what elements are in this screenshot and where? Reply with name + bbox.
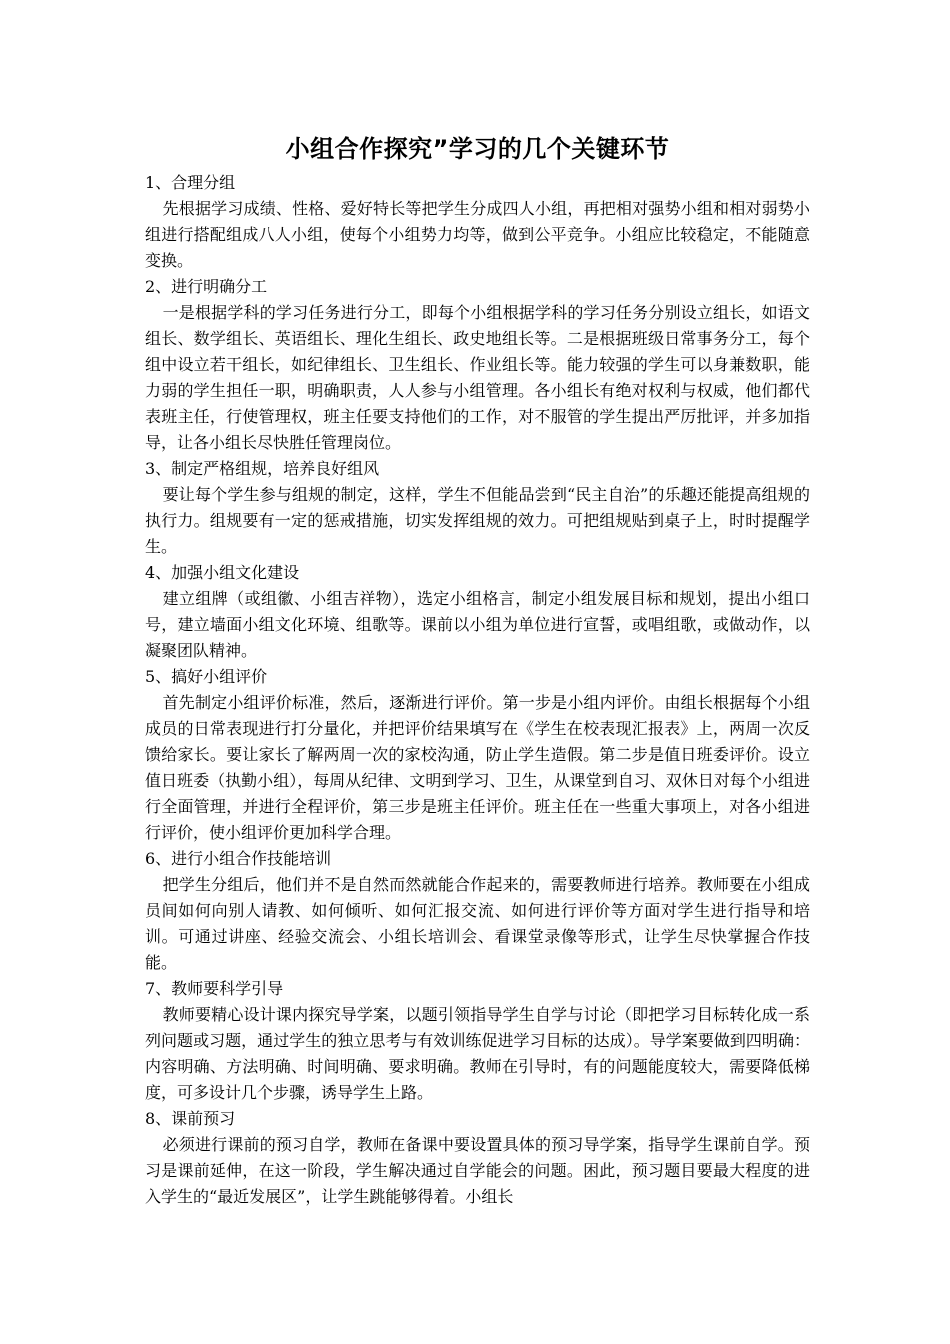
section-7 — [145, 976, 810, 1106]
section-3 — [145, 456, 810, 560]
section-5 — [145, 664, 810, 846]
section-paragraph: 首先制定小组评价标准，然后，逐渐进行评价。第一步是小组内评价。由组长根据每个小组成员的日常表现进行打分量化，并把评价结果填写在《学生在校表现汇报表》上，两周一次反馈给家长。要让家长了解两周一次的家校沟通，防止学生造假。第二步是值日班委评价。设立值日班委（执勤小组），每周从纪律、文明到学习、卫生，从课堂到自习、双休日对每个小组进行全面管理，并进行全程评价，第三步是班主任评价。班主任在一些重大事项上，对各小组进行评价，使小组评价更加科学合理。 — [145, 693, 810, 842]
section-heading: 4、加强小组文化建设 — [145, 563, 300, 582]
section-1 — [145, 170, 810, 274]
document-title: 小组合作探究”学习的几个关键环节 — [285, 135, 670, 163]
section-heading: 5、搞好小组评价 — [145, 667, 268, 686]
document-page — [145, 130, 810, 1210]
section-paragraph: 一是根据学科的学习任务进行分工，即每个小组根据学科的学习任务分别设立组长，如语文组长、数学组长、英语组长、理化生组长、政史地组长等。二是根据班级日常事务分工，每个组中设立若干组长，如纪律组长、卫生组长、作业组长等。能力较强的学生可以身兼数职，能力弱的学生担任一职，明确职责，人人参与小组管理。各小组长有绝对权利与权威，他们都代表班主任，行使管理权，班主任要支持他们的工作，对不服管的学生提出严厉批评，并多加指导，让各小组长尽快胜任管理岗位。 — [145, 303, 810, 452]
section-8 — [145, 1106, 810, 1210]
section-paragraph: 教师要精心设计课内探究导学案，以题引领指导学生自学与讨论（即把学习目标转化成一系列问题或习题，通过学生的独立思考与有效训练促进学习目标的达成）。导学案要做到四明确：内容明确、方法明确、时间明确、要求明确。教师在引导时，有的问题能度较大，需要降低梯度，可多设计几个步骤，诱导学生上路。 — [145, 1005, 810, 1102]
section-heading: 8、课前预习 — [145, 1109, 236, 1128]
section-6 — [145, 846, 810, 976]
section-heading: 2、进行明确分工 — [145, 277, 268, 296]
section-2 — [145, 274, 810, 456]
section-paragraph: 要让每个学生参与组规的制定，这样，学生不但能品尝到“民主自治”的乐趣还能提高组规的执行力。组规要有一定的惩戒措施，切实发挥组规的效力。可把组规贴到桌子上，时时提醒学生。 — [145, 485, 810, 556]
section-paragraph: 必须进行课前的预习自学，教师在备课中要设置具体的预习导学案，指导学生课前自学。预习是课前延伸，在这一阶段，学生解决通过自学能会的问题。困此，预习题目要最大程度的进入学生的“最近发展区”，让学生跳能够得着。小组长 — [145, 1135, 810, 1206]
section-heading: 1、合理分组 — [145, 173, 236, 192]
section-paragraph: 建立组牌（或组徽、小组吉祥物），选定小组格言，制定小组发展目标和规划，提出小组口号，建立墙面小组文化环境、组歌等。课前以小组为单位进行宣誓，或唱组歌，或做动作，以凝聚团队精神。 — [145, 589, 810, 660]
section-paragraph: 把学生分组后，他们并不是自然而然就能合作起来的，需要教师进行培养。教师要在小组成员间如何向别人请教、如何倾听、如何汇报交流、如何进行评价等方面对学生进行指导和培训。可通过讲座、经验交流会、小组长培训会、看课堂录像等形式，让学生尽快掌握合作技能。 — [145, 875, 810, 972]
section-heading: 7、教师要科学引导 — [145, 979, 284, 998]
section-heading: 3、制定严格组规，培养良好组风 — [145, 459, 380, 478]
section-paragraph: 先根据学习成绩、性格、爱好特长等把学生分成四人小组，再把相对强势小组和相对弱势小组进行搭配组成八人小组，使每个小组势力均等，做到公平竞争。小组应比较稳定，不能随意变换。 — [145, 199, 810, 270]
section-4 — [145, 560, 810, 664]
section-heading: 6、进行小组合作技能培训 — [145, 849, 332, 868]
